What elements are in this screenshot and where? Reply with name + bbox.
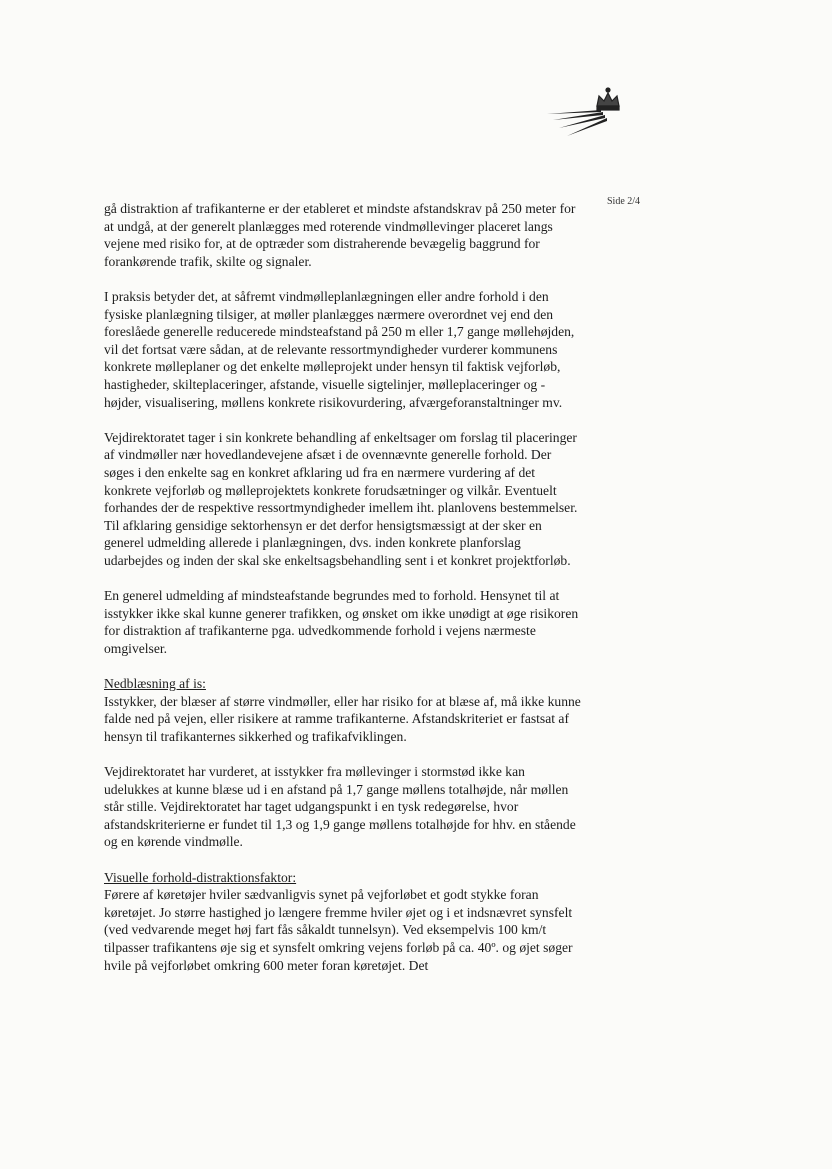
- document-body: [104, 200, 582, 974]
- page-number: Side 2/4: [607, 196, 641, 207]
- paragraph-distraction-intro: gå distraktion af trafikanterne er der etableret et mindste afstandskrav på 250 meter for at undgå, at der generelt planlægges med roterende vindmøllevinger placeret langs vejene med risiko for, at de optræder som distraherende bevægelig baggrund for forankørende trafik, skilte og signaler.: [104, 201, 576, 269]
- paragraph-case-handling: Vejdirektoratet tager i sin konkrete behandling af enkeltsager om forslag til placeringer af vindmøller nær hovedlandevejene afsæt i de ovennævnte generelle forhold. Der søges i den enkelte sag en konkret afklaring ud fra en nærmere vurdering af det konkrete vejforløb og mølleprojektets konkrete forudsætninger og vilkår. Eventuelt forhandes der de respektive ressortmyndigheder imellem iht. planlovens bestemmelser. Til afklaring gensidige sektorhensyn er det derfor hensigtsmæssigt at der sker en generel udmelding allerede i planlægningen, dvs. inden konkrete planforslag udarbejdes og inden der skal ske enkeltsagsbehandling sent i et konkret projektforløb.: [104, 429, 578, 568]
- paragraph-practice: I praksis betyder det, at såfremt vindmølleplanlægningen eller andre forhold i den fysiske planlægning tilsiger, at møller planlægges nærmere overordnet vej end den foreslåede generelle reducerede mindsteafstand på 250 m eller 1,7 gange møllehøjden, vil det fortsat være sådan, at de relevante ressortmyndigheder vurderer kommunens konkrete mølleplaner og det enkelte mølleprojekt under hensyn til faktisk vejforløb, hastigheder, skilteplaceringer, afstande, visuelle sigtelinjer, mølleplaceringer og -højder, visualisering, møllens konkrete risikovurdering, afværgeforanstaltninger mv.: [104, 288, 575, 410]
- heading-visual-distraction: Visuelle forhold-distraktionsfaktor:: [104, 869, 297, 885]
- paragraph-minimum-distances: En generel udmelding af mindsteafstande begrundes med to forhold. Hensynet til at isstykker ikke skal kunne generer trafikken, og ønsket om ikke unødigt at øge risikoren for distraktion af trafikanterne pga. udvedkommende forhold i vejens nærmeste omgivelser.: [104, 588, 579, 656]
- crown-icon: [597, 88, 619, 110]
- heading-ice-shedding: Nedblæsning af is:: [104, 676, 206, 692]
- road-lines-icon: [547, 110, 607, 136]
- vejdirektoratet-logo: [545, 84, 625, 140]
- paragraph-visual-distraction: Førere af køretøjer hviler sædvanligvis synet på vejforløbet et godt stykke foran køretøjet. Jo større hastighed jo længere fremme hviler øjet og i et indsnævret synsfelt (ved vedvarende meget høj fart fås såkaldt tunnelsyn). Ved eksempelvis 100 km/t tilpasser trafikantens øje sig et synsfelt omkring vejens forløb på ca. 40º. og øjet søger hvile på vejforløbet omkring 600 meter foran køretøjet. Det: [104, 887, 573, 973]
- paragraph-ice-assessment: Vejdirektoratet har vurderet, at isstykker fra møllevinger i stormstød ikke kan udelukkes at kunne blæse ud i en afstand på 1,7 gange møllens totalhøjde, når møllen står stille. Vejdirektoratet har taget udgangspunkt i en tysk redegørelse, hvor afstandskriterierne er fundet til 1,3 og 1,9 gange møllens totalhøjde for hhv. en stående og en kørende vindmølle.: [104, 764, 576, 850]
- paragraph-ice-shedding: Isstykker, der blæser af større vindmøller, eller har risiko for at blæse af, må ikke kunne falde ned på vejen, eller risikere at ramme trafikanterne. Afstandskriteriet er fastsat af hensyn til trafikanternes sikkerhed og trafikafviklingen.: [104, 693, 581, 744]
